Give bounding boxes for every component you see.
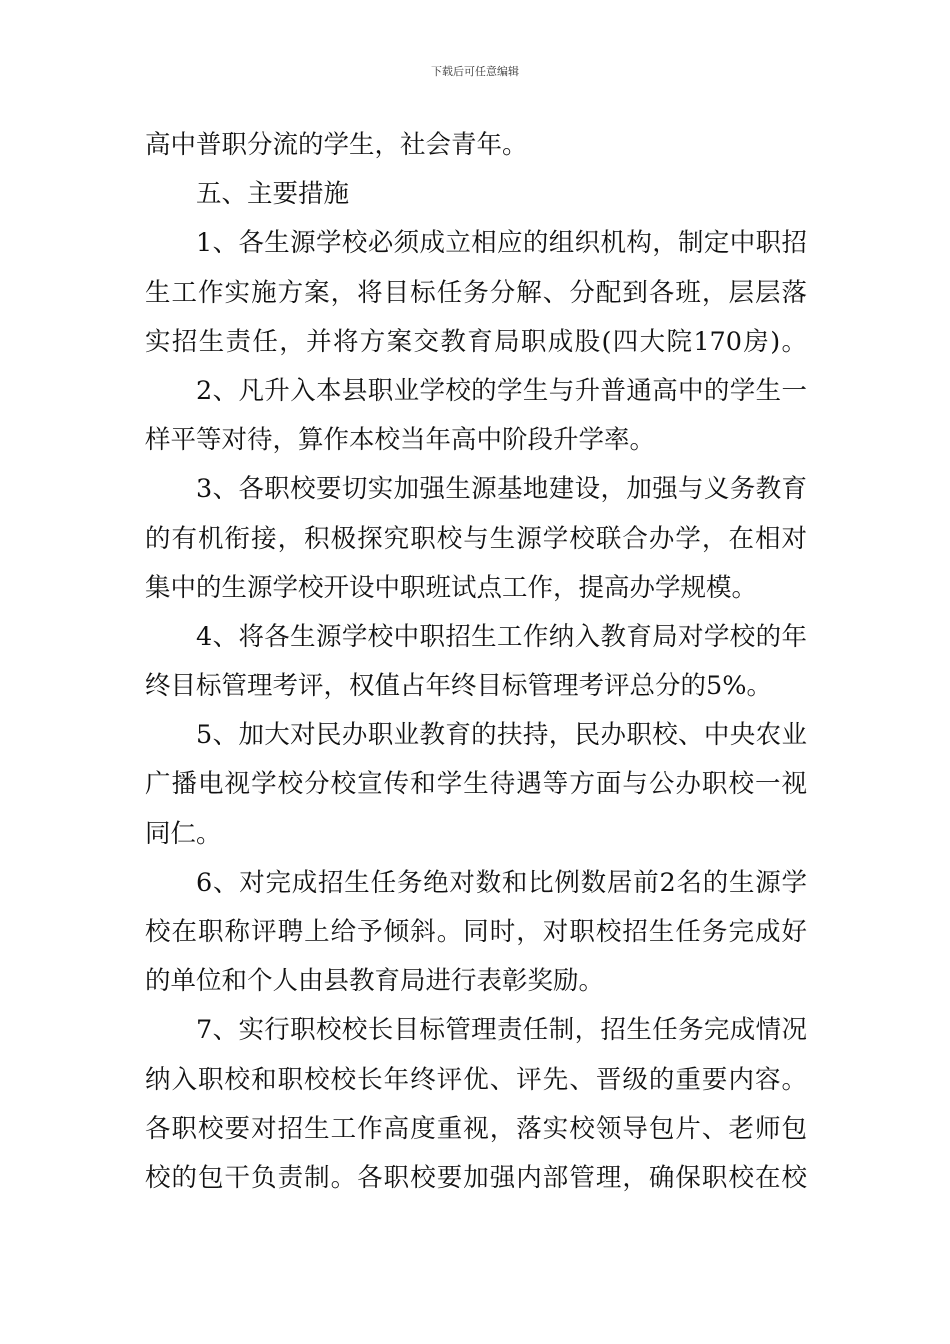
text-line: 实招生责任，并将方案交教育局职成股(四大院170房)。 — [145, 326, 807, 357]
page-header: 下载后可任意编辑 — [431, 65, 519, 78]
text-line: 1、各生源学校必须成立相应的组织机构，制定中职招 — [196, 228, 807, 259]
text-line: 样平等对待，算作本校当年高中阶段升学率。 — [145, 425, 656, 456]
section-heading: 五、主要措施 — [196, 179, 350, 210]
text-line: 高中普职分流的学生，社会青年。 — [145, 130, 528, 160]
text-line: 同仁。 — [145, 818, 222, 849]
text-line: 纳入职校和职校校长年终评优、评先、晋级的重要内容。 — [145, 1064, 807, 1095]
text-line: 7、实行职校校长目标管理责任制，招生任务完成情况 — [196, 1015, 807, 1046]
text-line: 的单位和个人由县教育局进行表彰奖励。 — [145, 966, 605, 997]
text-line: 5、加大对民办职业教育的扶持，民办职校、中央农业 — [196, 720, 807, 751]
text-line: 的有机衔接，积极探究职校与生源学校联合办学，在相对 — [145, 523, 807, 554]
text-line: 2、凡升入本县职业学校的学生与升普通高中的学生一 — [196, 375, 807, 406]
text-line: 校的包干负责制。各职校要加强内部管理，确保职校在校 — [145, 1162, 807, 1193]
text-line: 4、将各生源学校中职招生工作纳入教育局对学校的年 — [196, 621, 807, 652]
text-line: 终目标管理考评，权值占年终目标管理考评总分的5%。 — [145, 671, 772, 702]
text-line: 校在职称评聘上给予倾斜。同时，对职校招生任务完成好 — [145, 917, 807, 947]
text-line: 各职校要对招生工作高度重视，落实校领导包片、老师包 — [145, 1113, 807, 1144]
text-line: 3、各职校要切实加强生源基地建设，加强与义务教育 — [196, 474, 807, 505]
text-line: 集中的生源学校开设中职班试点工作，提高办学规模。 — [145, 572, 758, 603]
text-line: 生工作实施方案，将目标任务分解、分配到各班，层层落 — [145, 277, 807, 308]
document-body — [145, 130, 807, 1212]
text-line: 6、对完成招生任务绝对数和比例数居前2名的生源学 — [196, 867, 807, 898]
text-line: 广播电视学校分校宣传和学生待遇等方面与公办职校一视 — [145, 769, 807, 800]
